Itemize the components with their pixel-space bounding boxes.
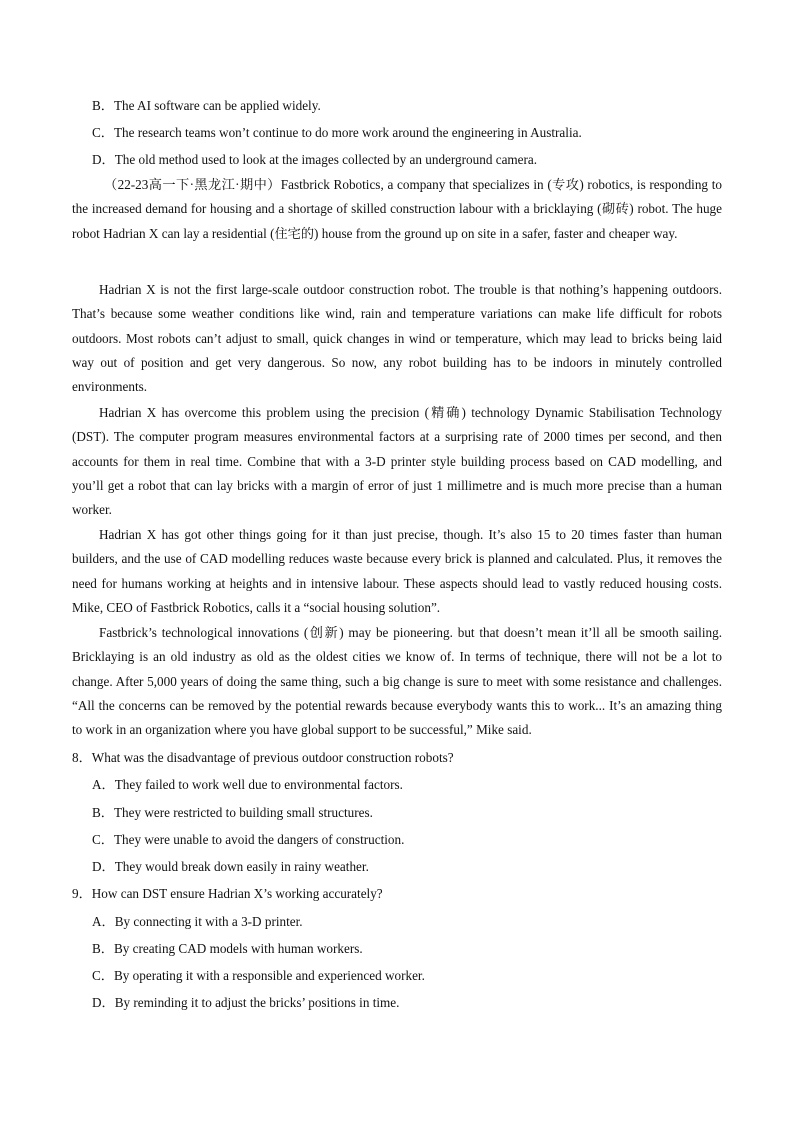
prev-option-c: C．The research teams won’t continue to do more work around the engineering in Australia.	[92, 125, 582, 140]
passage-paragraph-3: Hadrian X has overcome this problem using the precision (精确) technology Dynamic Stabilisation Technology (DST). The computer program measures environmental factors at a surprising rate of 2000 times per second, and then accounts for them in real time. Combine that with a 3-D printer style building process based on CAD modelling, and you’ll get a robot that can lay bricks with a margin of error of just 1 millimetre and is much more precise than a human worker.	[72, 405, 722, 518]
question-9-stem: 9．How can DST ensure Hadrian X’s working accurately?	[72, 886, 383, 901]
prev-option-b: B．The AI software can be applied widely.	[92, 98, 321, 113]
question-8-option-d: D．They would break down easily in rainy weather.	[92, 859, 369, 874]
question-9-option-c: C．By operating it with a responsible and experienced worker.	[92, 968, 425, 983]
question-9-option-a: A．By connecting it with a 3-D printer.	[92, 914, 303, 929]
question-8-option-b: B．They were restricted to building small structures.	[92, 805, 373, 820]
question-9-option-d: D．By reminding it to adjust the bricks’ positions in time.	[92, 995, 400, 1010]
question-9-option-b: B．By creating CAD models with human workers.	[92, 941, 363, 956]
passage-paragraph-4: Hadrian X has got other things going for it than just precise, though. It’s also 15 to 20 times faster than human builders, and the use of CAD modelling reduces waste because every brick is planned and calculated. Plus, it removes the need for humans working at heights and in intensive labour. These aspects should lead to vastly reduced housing costs. Mike, CEO of Fastbrick Robotics, calls it a “social housing solution”.	[72, 527, 722, 615]
prev-option-d: D．The old method used to look at the images collected by an underground camera.	[92, 152, 538, 167]
question-8-option-c: C．They were unable to avoid the dangers of construction.	[92, 832, 405, 847]
question-8-option-a: A．They failed to work well due to environmental factors.	[92, 777, 403, 792]
passage-paragraph-1: （22-23高一下·黑龙江·期中）Fastbrick Robotics, a company that specializes in (专攻) robotics, is responding to the increased demand for housing and a shortage of skilled construction labour with a bricklaying (砌砖) robot. The huge robot Hadrian X can lay a residential (住宅的) house from the ground up on site in a safer, faster and cheaper way.	[72, 177, 722, 241]
passage-paragraph-2: Hadrian X is not the first large-scale outdoor construction robot. The trouble is that nothing’s happening outdoors. That’s because some weather conditions like wind, rain and temperature variations can make life difficult for robots outdoors. Most robots can’t adjust to small, quick changes in wind or temperature, which may lead to bricks being laid way out of position and get very dangerous. So now, any robot building has to be indoors in minutely controlled environments.	[72, 282, 722, 395]
question-8-stem: 8．What was the disadvantage of previous outdoor construction robots?	[72, 750, 454, 765]
passage-paragraph-5: Fastbrick’s technological innovations (创新) may be pioneering. but that doesn’t mean it’ll all be smooth sailing. Bricklaying is an old industry as old as the oldest cities we know of. In terms of technique, there will not be a lot to change. After 5,000 years of doing the same thing, such a big change is sure to meet with some resistance and challenges. “All the concerns can be removed by the potential rewards because everybody wants this to work... It’s an amazing thing to work in an organization where you have global support to be successful,” Mike said.	[72, 625, 722, 738]
